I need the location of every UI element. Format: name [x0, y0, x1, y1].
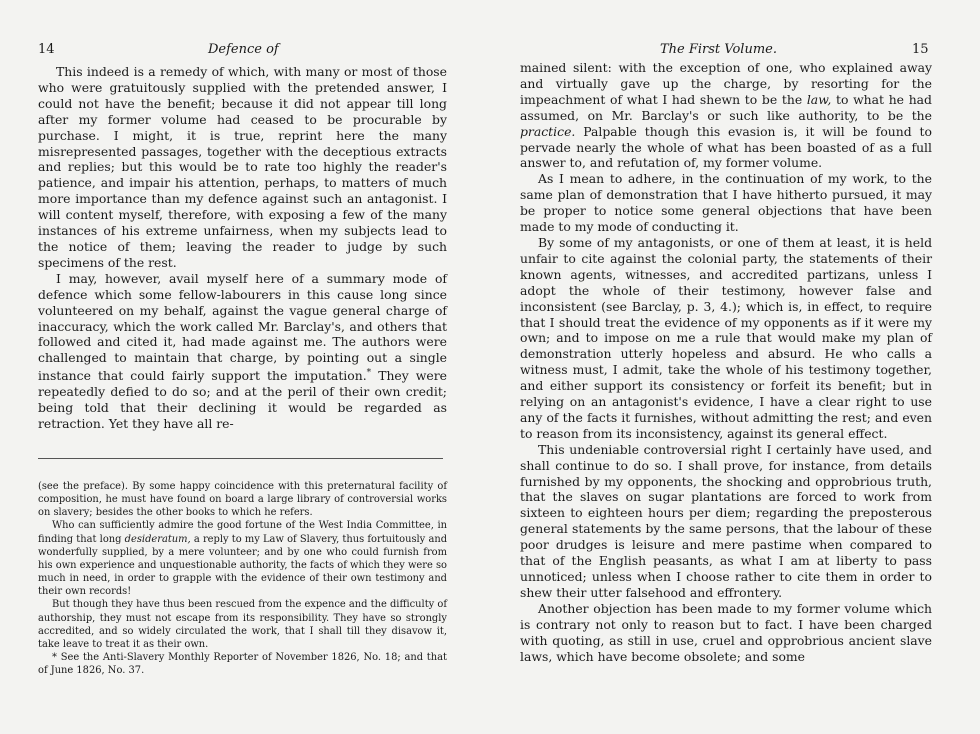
footnote-emphasis: desideratum,	[124, 533, 191, 545]
paragraph	[38, 271, 447, 432]
paragraph: This undeniable controversial right I certainly have used, and shall continue to do so. I shall prove, for instance, from details furnished by my opponents, the shocking and opprobrious truth, that the slaves on sugar plantations are forced to work from sixteen to eighteen hours per diem; regarding the preposterous general statements by the same persons, that the labour of these poor drudges is leisure and mere pastime when compared to that of the English peasants, as what I am at liberty to pass unnoticed; unless when I choose rather to cite them in order to shew their utter falsehood and effrontery.	[520, 441, 932, 600]
right-page	[490, 0, 980, 734]
paragraph-text: Palpable though this evasion is, it will be found to pervade nearly the whole of what has been boasted of as a full answer to, and refutation of, my former volume.	[520, 123, 932, 171]
footnote-marker: *	[366, 368, 372, 379]
paragraph-text: mained silent: with the exception of one, who explained away and virtually gave up the charge, by resorting for the impeachment of what I had shewn to be the	[520, 60, 932, 107]
paragraph: As I mean to adhere, in the continuation of my work, to the same plan of demonstration that I have hitherto pursued, it may be proper to notice some general objections that have been made to my mode of conducting it.	[520, 171, 932, 235]
main-text	[520, 60, 932, 664]
paragraph: This indeed is a remedy of which, with many or most of those who were gratuitously supplied with the pretended answer, I could not have the benefit; because it did not appear till long after my former volume had ceased to be procurable by purchase. I might, it is true, reprint here the many misrepresented passages, together with the deceptious extracts and replies; but this would be to rate too highly the reader's patience, and impair his attention, perhaps, to matters of much more importance than my defence against such an antagonist. I will content myself, therefore, with exposing a few of the many instances of his extreme unfairness, when my subjects lead to the notice of them; leaving the reader to judge by such specimens of the rest.	[38, 64, 447, 270]
footnote-text: Who can sufficiently admire the good fortune of the West India Committee, in finding that long	[38, 520, 447, 545]
paragraph-text: I may, however, avail myself here of a summary mode of defence which some fellow-labourers in this cause long since volunteered on my behalf, against the vague general charge of inaccuracy, which the work called Mr. Barclay's, and others that followed and cited it, had made against me. The authors were challenged to maintain that charge, by pointing out a single instance that could fairly support the imputation.	[38, 270, 447, 384]
footnote-reference: * See the Anti-Slavery Monthly Reporter of November 1826, No. 18; and that of June 1826, No. 37.	[38, 652, 447, 677]
paragraph: Another objection has been made to my former volume which is contrary not only to reason but to fact. I have been charged with quoting, as still in use, cruel and opprobrious ancient slave laws, which have become obsolete; and some	[520, 600, 932, 664]
footnote	[38, 519, 447, 598]
paragraph	[520, 60, 932, 171]
footnote-divider	[38, 458, 443, 459]
paragraph-text: to what he had assumed, on Mr. Barclay's or such like authority, to be the	[520, 91, 932, 123]
emphasis: practice.	[520, 123, 576, 139]
footnote: (see the preface). By some happy coincidence with this preternatural facility of composition, he must have found on board a large library of controversial works on slavery; besides the other books to which he refers.	[38, 481, 447, 519]
main-text	[38, 64, 447, 432]
footnote-text: a reply to my Law of Slavery, thus fortuitously and wonderfully supplied, by a mere volunteer; and by one who could furnish from his own experience and unquestionable authority, the facts of which they were so much in need, in order to grapple with the evidence of their own testimony and their own records!	[38, 533, 448, 598]
paragraph-text: They were repeatedly defied to do so; and at the peril of their own credit; being told that their declining it would be regarded as retraction. Yet they have all re-	[38, 368, 447, 432]
page-number: 15	[912, 42, 929, 57]
paragraph: By some of my antagonists, or one of them at least, it is held unfair to cite against the colonial party, the statements of their known agents, witnesses, and accredited partizans, unless I adopt the whole of their testimony, however false and inconsistent (see Barclay, p. 3, 4.); which is, in effect, to require that I should treat the evidence of my opponents as if it were my own; and to impose on me a rule that would make my plan of demonstration utterly hopeless and absurd. He who calls a witness must, I admit, take the whole of his testimony together, and either support its consistency or forfeit its benefit; but in relying on an antagonist's evidence, I have a clear right to use any of the facts it furnishes, without admitting the rest; and even to reason from its inconsistency, against its general effect.	[520, 234, 932, 441]
running-head: The First Volume.	[660, 42, 777, 57]
footnotes	[38, 480, 447, 677]
running-head: Defence of	[208, 42, 279, 57]
footnote: But though they have thus been rescued from the expence and the difficulty of authorship, they must not escape from its responsibility. They have so strongly accredited, and so widely circulated the work, that I shall till they disavow it, take leave to treat it as their own.	[38, 599, 447, 650]
emphasis: law,	[806, 91, 832, 107]
page-number: 14	[38, 42, 55, 57]
